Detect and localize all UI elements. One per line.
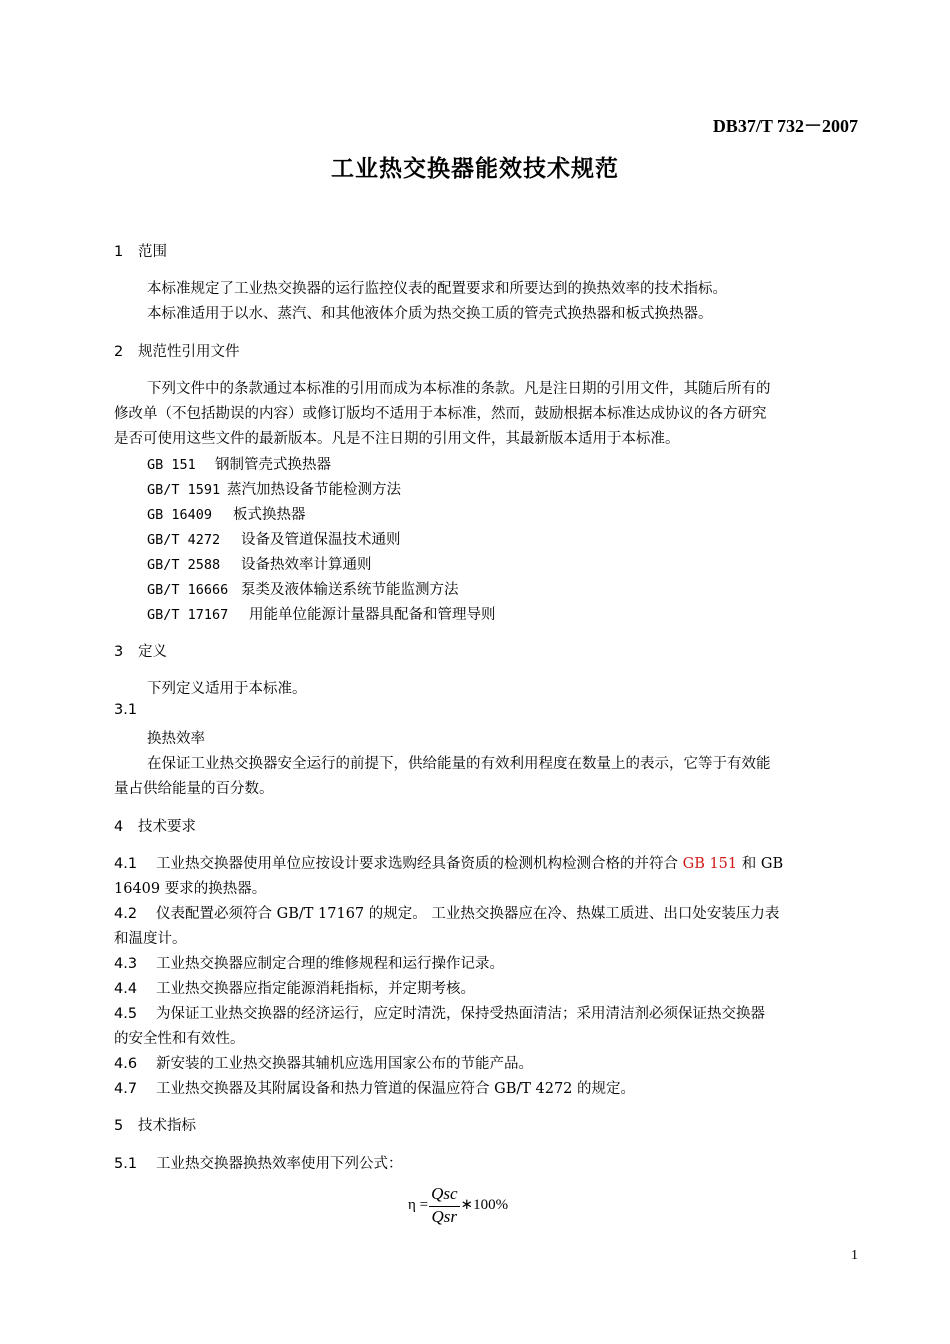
clause-continuation: 16409 要求的换热器。 [114,881,267,897]
clause-4-4 [114,977,475,998]
reference-code: GB/T 4272 [147,532,221,548]
clause-text: 工业热交换器应制定合理的维修规程和运行操作记录。 [156,956,504,972]
clause-text: 和 GB [737,856,784,872]
clause-4-1 [114,852,783,873]
section-number: 4 [114,819,124,835]
clause-text: 新安装的工业热交换器其辅机应选用国家公布的节能产品。 [156,1056,533,1072]
efficiency-formula [408,1184,508,1227]
clause-number: 4.4 [114,981,138,997]
reference-item [147,478,401,499]
clause-number: 4.1 [114,856,138,872]
clause-number: 4.3 [114,956,138,972]
section-title: 技术要求 [138,819,196,835]
reference-item [147,528,401,549]
section-3-heading [114,640,167,661]
section-title: 技术指标 [138,1118,196,1134]
section-number: 2 [114,344,124,360]
reference-item [147,578,459,599]
clause-text: 工业热交换器使用单位应按设计要求选购经具备资质的检测机构检测合格的并符合 [156,856,683,872]
formula-suffix: ∗100% [460,1196,509,1213]
clause-number: 4.7 [114,1081,138,1097]
reference-code: GB/T 1591 [147,482,221,498]
standard-code: DB37/T 732－2007 [712,116,858,136]
reference-code: GB/T 16666 [147,582,229,598]
clause-number: 4.2 [114,906,138,922]
clause-4-7 [114,1077,635,1098]
reference-item [147,553,372,574]
reference-code: GB/T 2588 [147,557,221,573]
clause-text: 工业热交换器换热效率使用下列公式： [156,1156,403,1172]
clause-4-5 [114,1002,765,1023]
clause-text: 仪表配置必须符合 GB/T 17167 的规定。 工业热交换器应在冷、热媒工质进、出口处安装压力表 [156,906,780,922]
clause-continuation: 的安全性和有效性。 [114,1031,245,1047]
paragraph-line: 下列文件中的条款通过本标准的引用而成为本标准的条款。凡是注日期的引用文件，其随后所有的 [147,381,771,397]
reference-link[interactable]: GB 151 [682,856,738,872]
paragraph-line: 是否可使用这些文件的最新版本。凡是不注日期的引用文件，其最新版本适用于本标准。 [114,431,680,447]
reference-item [147,503,306,524]
clause-text: 工业热交换器及其附属设备和热力管道的保温应符合 GB/T 4272 的规定。 [156,1081,636,1097]
clause-number: 4.6 [114,1056,138,1072]
subsection-number: 3.1 [114,702,138,718]
reference-code: GB/T 17167 [147,607,229,623]
reference-code: GB 151 [147,457,196,473]
reference-name: 泵类及液体输送系统节能监测方法 [241,582,459,598]
section-number: 3 [114,644,124,660]
reference-name: 用能单位能源计量器具配备和管理导则 [249,607,496,623]
page-number: 1 [851,1248,858,1263]
definition-line: 量占供给能量的百分数。 [114,781,274,797]
reference-name: 设备及管道保温技术通则 [241,532,401,548]
clause-continuation: 和温度计。 [114,931,187,947]
section-title: 定义 [138,644,167,660]
reference-name: 设备热效率计算通则 [241,557,372,573]
clause-text: 工业热交换器应指定能源消耗指标，并定期考核。 [156,981,475,997]
section-number: 5 [114,1118,124,1134]
section-1-heading [114,240,167,261]
paragraph: 下列定义适用于本标准。 [147,681,307,697]
formula-lhs: η = [408,1196,429,1213]
reference-item [147,453,331,474]
formula-numerator: Qsc [429,1184,459,1207]
formula-fraction [429,1184,459,1227]
section-title: 范围 [138,244,167,260]
paragraph-line: 修改单（不包括勘误的内容）或修订版均不适用于本标准，然而，鼓励根据本标准达成协议的各方研究 [114,406,767,422]
clause-5-1 [114,1152,403,1173]
reference-item [147,603,496,624]
clause-text: 为保证工业热交换器的经济运行，应定时清洗，保持受热面清洁；采用清洁剂必须保证热交换器 [156,1006,765,1022]
definition-line: 在保证工业热交换器安全运行的前提下，供给能量的有效利用程度在数量上的表示，它等于有效能 [147,756,771,772]
section-title: 规范性引用文件 [138,344,240,360]
reference-name: 蒸汽加热设备节能检测方法 [227,482,401,498]
section-4-heading [114,815,196,836]
term-heading: 换热效率 [147,731,205,747]
reference-name: 钢制管壳式换热器 [215,457,331,473]
clause-number: 4.5 [114,1006,138,1022]
clause-4-6 [114,1052,533,1073]
paragraph: 本标准适用于以水、蒸汽、和其他液体介质为热交换工质的管壳式换热器和板式换热器。 [147,306,713,322]
clause-number: 5.1 [114,1156,138,1172]
reference-name: 板式换热器 [233,507,306,523]
section-2-heading [114,340,240,361]
clause-4-3 [114,952,504,973]
paragraph: 本标准规定了工业热交换器的运行监控仪表的配置要求和所要达到的换热效率的技术指标。 [147,281,727,297]
document-title: 工业热交换器能效技术规范 [331,156,619,182]
clause-4-2 [114,902,779,923]
section-number: 1 [114,244,124,260]
section-5-heading [114,1114,196,1135]
formula-denominator: Qsr [431,1207,458,1226]
reference-code: GB 16409 [147,507,213,523]
